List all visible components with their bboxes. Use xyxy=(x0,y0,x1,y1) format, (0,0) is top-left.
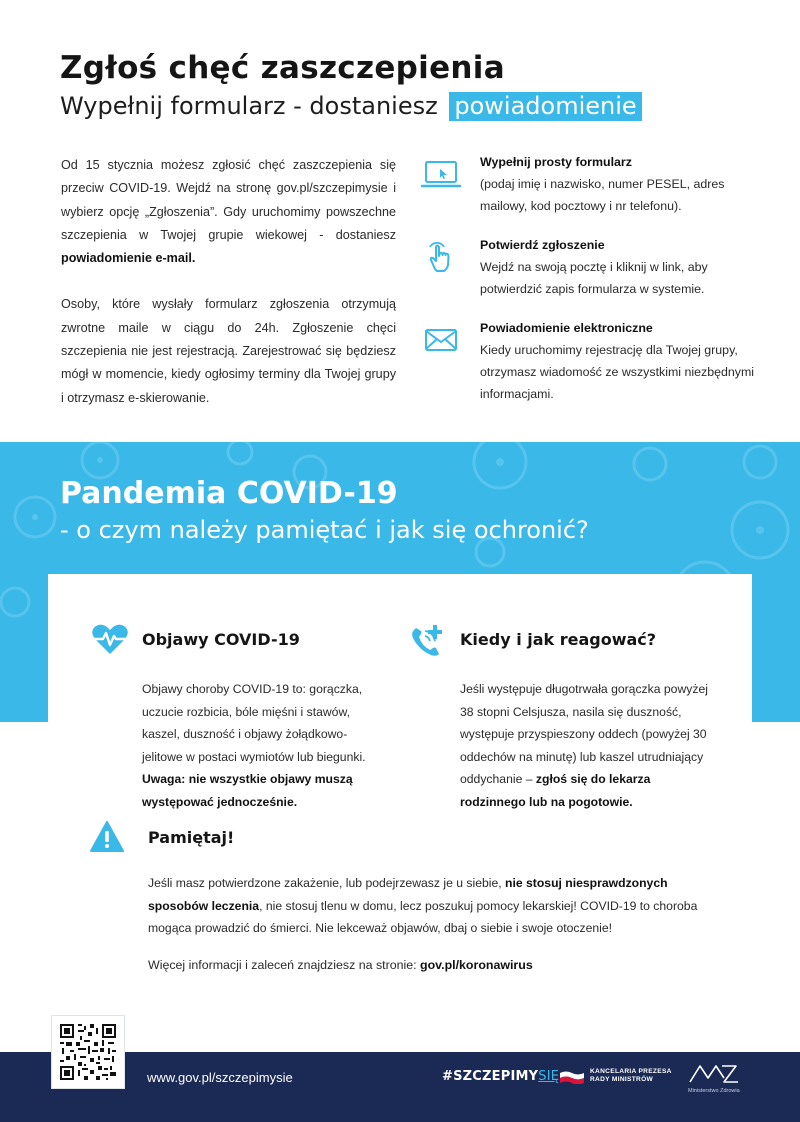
kprm-line-2: RADY MINISTRÓW xyxy=(590,1076,654,1084)
koronawirus-link[interactable]: gov.pl/koronawirus xyxy=(420,958,533,972)
hashtag-logo xyxy=(442,1069,559,1084)
intro-p1-text: Od 15 stycznia możesz zgłosić chęć zaszczepienia się przeciw COVID-19. Wejdź na stronę gov.pl/szczepimysie i wybierz opcję „Zgłoszenia”. Gdy uruchomimy powszechne szczepienia w Twojej grupie wiekowej - dostaniesz xyxy=(61,158,396,242)
step-text: (podaj imię i nazwisko, numer PESEL, adres mailowy, kod pocztowy i nr telefonu). xyxy=(480,177,725,214)
step-text: Wejdź na swoją pocztę i kliknij w link, aby potwierdzić zapis formularza w systemie. xyxy=(480,259,708,297)
info-card xyxy=(48,574,752,1052)
mz-logo xyxy=(688,1062,744,1094)
step-notification xyxy=(420,318,770,406)
react-heading: Kiedy i jak reagować? xyxy=(460,630,657,649)
remember-section xyxy=(90,820,730,940)
laptop-icon xyxy=(420,156,462,192)
hashtag-part-a: #SZCZEPIMY xyxy=(442,1069,539,1084)
intro-p1-bold: powiadomienie e-mail. xyxy=(61,251,196,266)
symptoms-heading: Objawy COVID-19 xyxy=(142,630,300,649)
symptoms-body: Objawy choroby COVID-19 to: gorączka, uczucie rozbicia, bóle mięśni i stawów, kaszel, duszność i objawy żołądkowo-jelitowe w postaci wymiotów lub biegunki. xyxy=(142,682,366,764)
intro-paragraph-1 xyxy=(61,154,396,270)
remember-heading: Pamiętaj! xyxy=(148,828,235,847)
warning-icon xyxy=(90,820,124,854)
subtitle-highlight: powiadomienie xyxy=(449,92,641,121)
step-title: Powiadomienie elektroniczne xyxy=(480,320,653,335)
react-bold: zgłoś się do lekarza rodzinnego lub na pogotowie. xyxy=(460,772,651,809)
hashtag-part-b: SIĘ xyxy=(538,1069,560,1084)
intro-text xyxy=(61,154,396,433)
heart-pulse-icon xyxy=(90,622,130,658)
kprm-line-1: KANCELARIA PREZESA xyxy=(590,1068,672,1075)
step-confirm xyxy=(420,235,770,301)
qr-code xyxy=(52,1016,124,1088)
step-title: Potwierdź zgłoszenie xyxy=(480,237,605,252)
band-title: Pandemia COVID-19 xyxy=(60,476,398,511)
remember-text-1: Jeśli masz potwierdzone zakażenie, lub podejrzewasz je u siebie, xyxy=(148,876,506,890)
react-section xyxy=(408,622,708,814)
qr-code-icon xyxy=(60,1024,116,1080)
steps-list xyxy=(420,152,770,423)
hand-pointer-icon xyxy=(420,239,462,275)
remember-text xyxy=(148,872,730,940)
page-subtitle xyxy=(60,92,642,120)
footer-url[interactable]: www.gov.pl/szczepimysie xyxy=(147,1070,293,1085)
page-title: Zgłoś chęć zaszczepienia xyxy=(60,50,505,86)
symptoms-note-text: nie wszystkie objawy muszą występować jednocześnie. xyxy=(142,772,353,809)
symptoms-text xyxy=(142,678,370,814)
step-title: Wypełnij prosty formularz xyxy=(480,155,632,169)
symptoms-note-label: Uwaga: xyxy=(142,772,186,787)
mz-logo-icon xyxy=(688,1062,740,1086)
subtitle-plain: Wypełnij formularz - dostaniesz xyxy=(60,92,438,120)
kprm-label xyxy=(590,1068,690,1085)
more-info xyxy=(148,958,533,972)
more-info-text: Więcej informacji i zaleceń znajdziesz na stronie: xyxy=(148,958,421,972)
react-body: Jeśli występuje długotrwała gorączka powyżej 38 stopni Celsjusza, nasila się duszność, występuje przyspieszony oddech (powyżej 30 oddechów na minutę) lub kaszel utrudniający oddychanie – xyxy=(460,682,708,787)
remember-text-2: , nie stosuj tlenu w domu, lecz poszukuj pomocy lekarskiej! COVID-19 to choroba mogąca prowadzić do śmierci. Nie lekceważ objawów, dbaj o siebie i swoje otoczenie! xyxy=(148,898,698,936)
mz-label: Ministerstwo Zdrowia xyxy=(688,1088,740,1094)
intro-paragraph-2: Osoby, które wysłały formularz zgłoszenia otrzymują zwrotne maile w ciągu do 24h. Zgłoszenie chęci szczepienia nie jest rejestracją. Zarejestrować się będziesz mógł w momencie, kiedy ogłosimy terminy dla Twojej grupy i otrzymasz e-skierowanie. xyxy=(61,297,396,405)
phone-medical-icon xyxy=(408,622,448,658)
polish-flag-icon xyxy=(560,1070,584,1084)
symptoms-section xyxy=(90,622,370,814)
react-text xyxy=(460,678,708,814)
remember-bold-1: nie stosuj niesprawdzonych sposobów leczenia xyxy=(148,876,668,913)
step-fill-form xyxy=(420,152,770,218)
band-subtitle: - o czym należy pamiętać i jak się ochronić? xyxy=(60,516,589,544)
envelope-icon xyxy=(420,322,462,358)
step-text: Kiedy uruchomimy rejestrację dla Twojej grupy, otrzymasz wiadomość ze wszystkimi niezbędnymi informacjami. xyxy=(480,342,755,402)
